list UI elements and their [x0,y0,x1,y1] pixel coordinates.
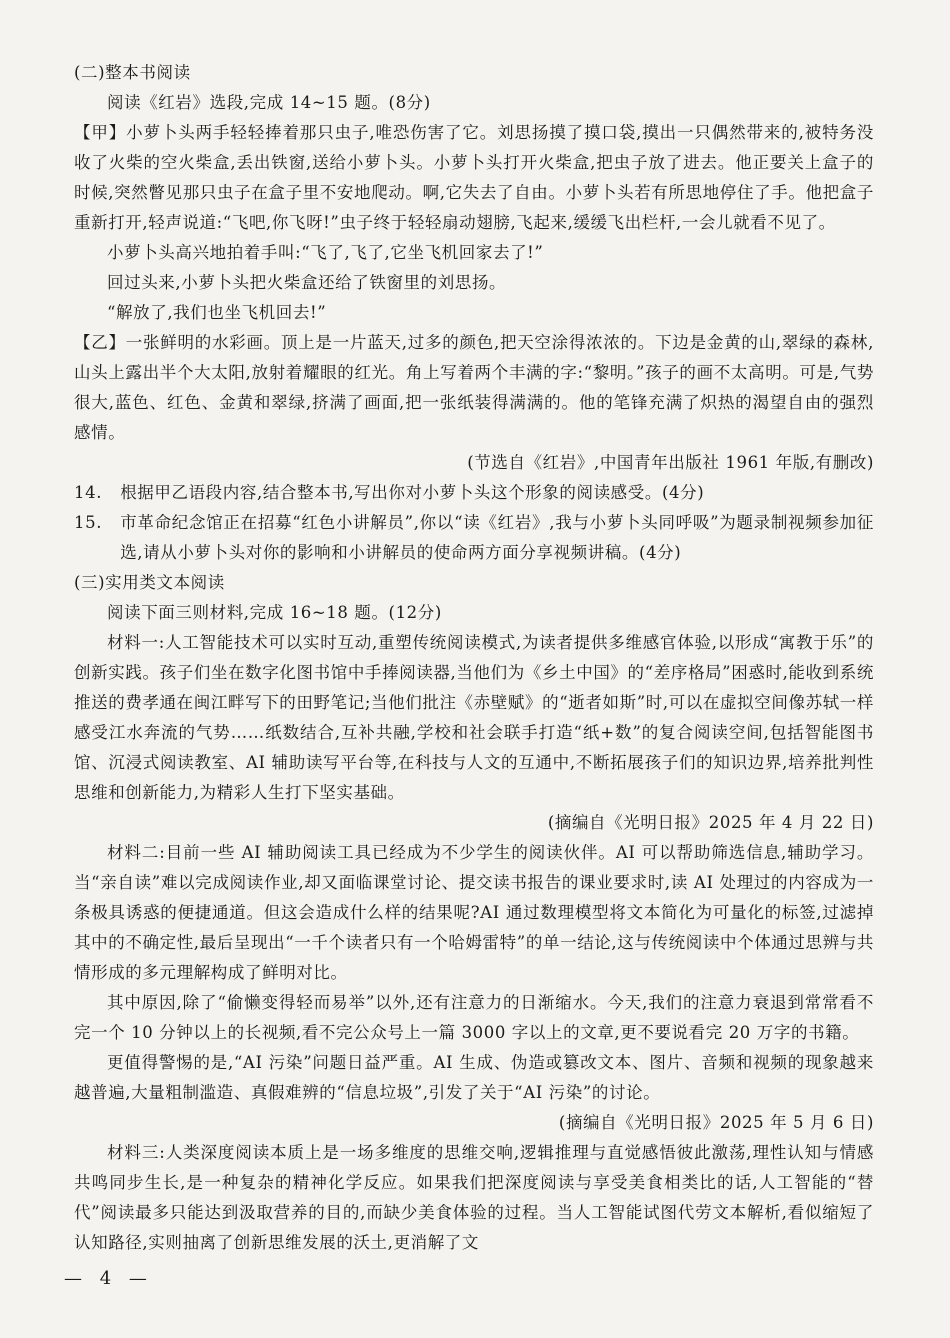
page-number: — 4 — [64,1268,153,1289]
material-1: 材料一:人工智能技术可以实时互动,重塑传统阅读模式,为读者提供多维感官体验,以形成“寓教于乐”的创新实践。孩子们坐在数字化图书馆中手捧阅读器,当他们为《乡土中国》的“差序格局”困惑时,能收到系统推送的费孝通在闽江畔写下的田野笔记;当他们批注《赤壁赋》的“逝者如斯”时,可以在虚拟空间像苏轼一样感受江水奔流的气势……纸数结合,互补共融,学校和社会联手打造“纸+数”的复合阅读空间,包括智能图书馆、沉浸式阅读教室、AI 辅助读写平台等,在科技与人文的互通中,不断拓展孩子们的知识边界,培养批判性思维和创新能力,为精彩人生打下坚实基础。 [74,633,874,802]
instruction-16-18: 阅读下面三则材料,完成 16~18 题。(12分) [107,603,442,622]
passage-jia-line-3: 回过头来,小萝卜头把火柴盒还给了铁窗里的刘思扬。 [107,273,507,292]
section-heading-whole-book-reading: (二)整本书阅读 [74,63,191,82]
passage-jia-paragraph: 【甲】小萝卜头两手轻轻捧着那只虫子,唯恐伤害了它。刘思扬摸了摸口袋,摸出一只偶然带来的,被特务没收了火柴的空火柴盒,丢出铁窗,送给小萝卜头。小萝卜头打开火柴盒,把虫子放了进去。他正要关上盒子的时候,突然瞥见那只虫子在盒子里不安地爬动。啊,它失去了自由。小萝卜头若有所思地停住了手。他把盒子重新打开,轻声说道:“飞吧,你飞呀!”虫子终于轻轻扇动翅膀,飞起来,缓缓飞出栏杆,一会儿就看不见了。 [74,123,874,232]
question-14-text: 根据甲乙语段内容,结合整本书,写出你对小萝卜头这个形象的阅读感受。(4分) [120,483,705,502]
material-2-paragraph-3: 更值得警惕的是,“AI 污染”问题日益严重。AI 生成、伪造或篡改文本、图片、音频和视频的现象越来越普遍,大量粗制滥造、真假难辨的“信息垃圾”,引发了关于“AI 污染”的讨论。 [74,1053,874,1102]
material-3: 材料三:人类深度阅读本质上是一场多维度的思维交响,逻辑推理与直觉感悟彼此激荡,理性认知与情感共鸣同步生长,是一种复杂的精神化学反应。如果我们把深度阅读与享受美食相类比的话,人工智能的“替代”阅读最多只能达到汲取营养的目的,而缺少美食体验的过程。当人工智能试图代劳文本解析,看似缩短了认知路径,实则抽离了创新思维发展的沃土,更消解了文 [74,1143,874,1252]
question-15-text: 市革命纪念馆正在招募“红色小讲解员”,你以“读《红岩》,我与小萝卜头同呼吸”为题录制视频参加征选,请从小萝卜头对你的影响和小讲解员的使命两方面分享视频讲稿。(4分) [120,513,874,562]
passage-yi-paragraph: 【乙】一张鲜明的水彩画。顶上是一片蓝天,过多的颜色,把天空涂得浓浓的。下边是金黄的山,翠绿的森林,山头上露出半个大太阳,放射着耀眼的红光。角上写着两个丰满的字:“黎明。”孩子的画不太高明。可是,气势很大,蓝色、红色、金黄和翠绿,挤满了画面,把一张纸装得满满的。他的笔锋充满了炽热的渴望自由的强烈感情。 [74,333,874,442]
source-citation-hongyan: (节选自《红岩》,中国青年出版社 1961 年版,有删改) [467,453,874,472]
source-citation-material-1: (摘编自《光明日报》2025 年 4 月 22 日) [547,813,874,832]
question-15-number: 15. [74,513,103,532]
question-14-number: 14. [74,483,103,502]
question-15 [74,508,874,568]
question-14 [74,478,874,508]
material-2-paragraph-2: 其中原因,除了“偷懒变得轻而易举”以外,还有注意力的日渐缩水。今天,我们的注意力衰退到常常看不完一个 10 分钟以上的长视频,看不完公众号上一篇 3000 字以上的文章,更不要说看完 20 万字的书籍。 [74,993,874,1042]
material-2-paragraph-1: 材料二:目前一些 AI 辅助阅读工具已经成为不少学生的阅读伙伴。AI 可以帮助筛选信息,辅助学习。当“亲自读”难以完成阅读作业,却又面临课堂讨论、提交读书报告的课业要求时,读 AI 处理过的内容成为一条极具诱惑的便捷通道。但这会造成什么样的结果呢?AI 通过数理模型将文本简化为可量化的标签,过滤掉其中的不确定性,最后呈现出“一千个读者只有一个哈姆雷特”的单一结论,这与传统阅读中个体通过思辨与共情形成的多元理解构成了鲜明对比。 [74,843,874,982]
instruction-14-15: 阅读《红岩》选段,完成 14~15 题。(8分) [107,93,431,112]
page-content [74,58,874,1258]
source-citation-material-2: (摘编自《光明日报》2025 年 5 月 6 日) [558,1113,874,1132]
passage-jia-line-4: “解放了,我们也坐飞机回去!” [107,303,327,322]
section-heading-practical-text: (三)实用类文本阅读 [74,573,225,592]
passage-jia-line-2: 小萝卜头高兴地拍着手叫:“飞了,飞了,它坐飞机回家去了!” [107,243,544,262]
